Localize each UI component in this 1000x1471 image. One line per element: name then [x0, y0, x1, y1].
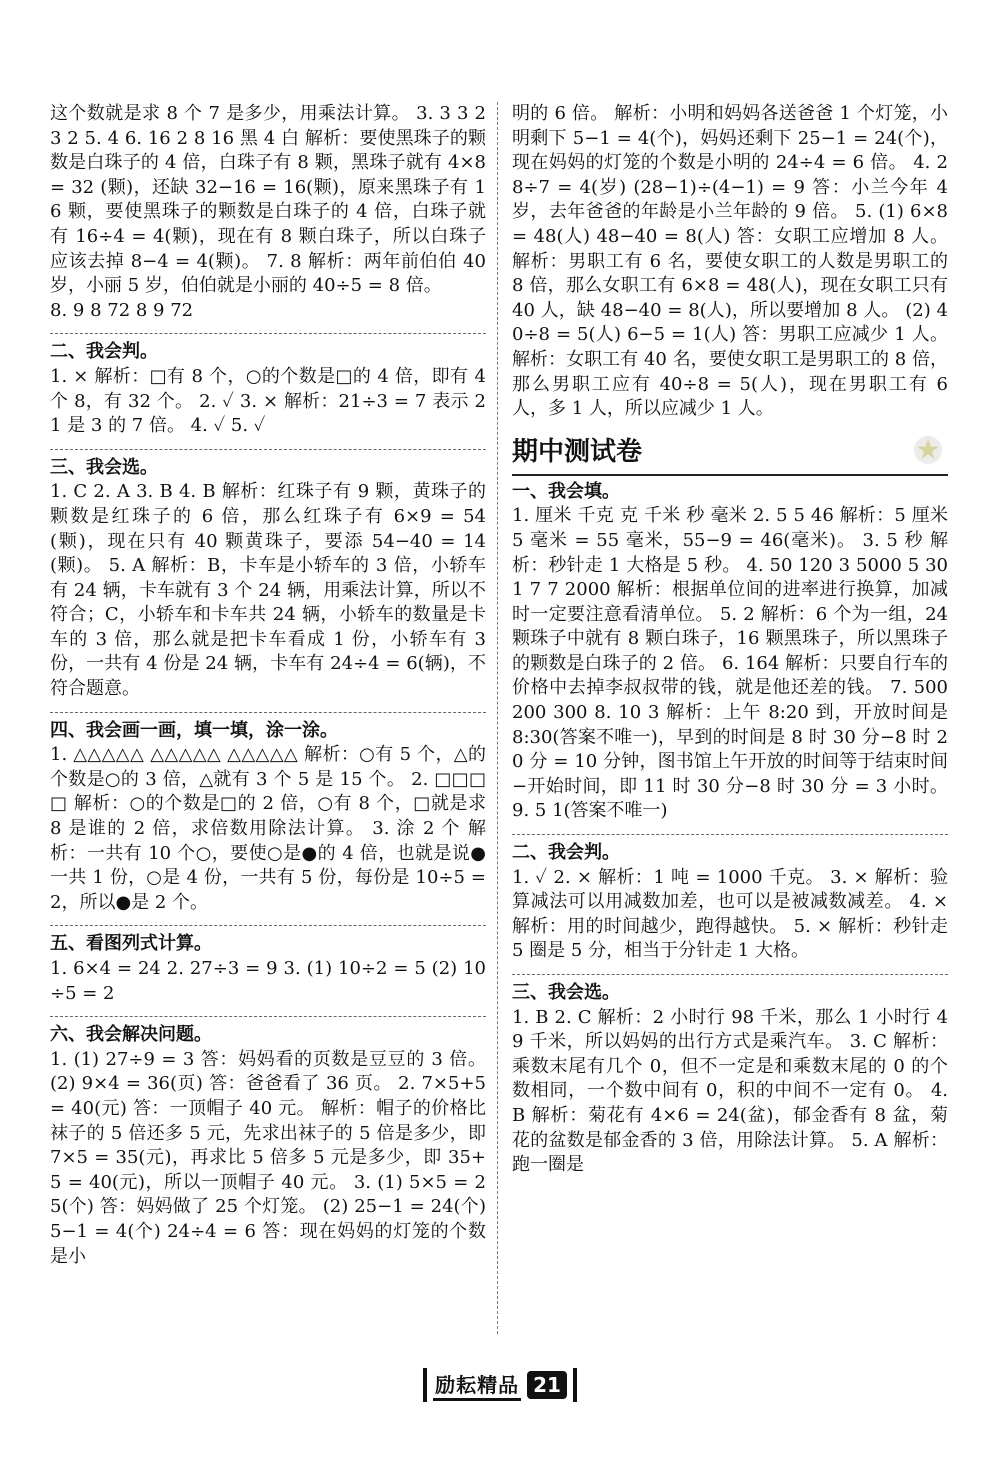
section-divider	[512, 834, 948, 835]
section-divider	[50, 712, 486, 713]
answer-paragraph: 1. C 2. A 3. B 4. B 解析：红珠子有 9 颗，黄珠子的颗数是红珠子的 6 倍，那么红珠子有 6×9 = 54(颗)，现在只有 40 颗黄珠子，要添 54−40 = 14(颗)。 5. A 解析：B，卡车是小轿车的 3 倍，小轿车有 24 辆，卡车就有 3 个 24 辆，用乘法计算，所以不符合；C，小轿车和卡车共 24 辆，小轿车的数量是卡车的 3 倍，那么就是把卡车看成 1 份，小轿车有 3 份，一共有 4 份是 24 辆，卡车有 24÷4 = 6(辆)，不符合题意。	[50, 481, 486, 700]
section-heading: 五、看图列式计算。	[50, 933, 212, 955]
section-heading: 六、我会解决问题。	[50, 1024, 212, 1046]
answer-paragraph: 1. 厘米 千克 克 千米 秒 毫米 2. 5 5 46 解析：5 厘米 5 毫米 = 55 毫米，55−9 = 46(毫米)。 3. 5 秒 解析：秒针走 1 大格是 5 秒。 4. 50 120 3 5000 5 30 1 7 7 2000 解析：根据单位间的进率进行换算，加减时一定要注意看清单位。 5. 2 解析：6 个为一组，24 颗珠子中就有 8 颗白珠子，16 颗黑珠子，所以黑珠子的颗数是白珠子的 2 倍。 6. 164 解析：只要自行车的价格中去掉李叔叔带的钱，就是他还差的钱。 7. 500 200 300 8. 10 3 解析：上午 8:20 到，开放时间是 8:30(答案不唯一)，早到的时间是 8 时 30 分−8 时 20 分 = 10 分钟，图书馆上午开放的时间等于结束时间−开始时间，即 11 时 30 分−8 时 30 分 = 3 小时。 9. 5 1(答案不唯一)	[512, 505, 948, 822]
section-divider	[50, 333, 486, 334]
exam-title	[512, 432, 948, 476]
answer-paragraph: 1. △△△△△ △△△△△ △△△△△ 解析：○有 5 个，△的个数是○的 3 倍，△就有 3 个 5 是 15 个。 2. □□□□ 解析：○的个数是□的 2 倍，○有 8 个，□就是求 8 是谁的 2 倍，求倍数用除法计算。 3. 涂 2 个 解析：一共有 10 个○，要使○是●的 4 倍，也就是说●一共 1 份，○是 4 份，一共有 5 份，每份是 10÷5 = 2，所以●是 2 个。	[50, 744, 486, 913]
section-divider	[50, 925, 486, 926]
section-divider	[512, 974, 948, 975]
answer-paragraph: 明的 6 倍。 解析：小明和妈妈各送爸爸 1 个灯笼，小明剩下 5−1 = 4(个)，妈妈还剩下 25−1 = 24(个)，现在妈妈的灯笼的个数是小明的 24÷4 = 6 倍。 4. 28÷7 = 4(岁) (28−1)÷(4−1) = 9 答：小兰今年 4 岁，去年爸爸的年龄是小兰年龄的 9 倍。 5. (1) 6×8 = 48(人) 48−40 = 8(人) 答：女职工应增加 8 人。 解析：男职工有 6 名，要使女职工的人数是男职工的 8 倍，那么女职工有 6×8 = 48(人)，现在女职工只有 40 人，缺 48−40 = 8(人)，所以要增加 8 人。 (2) 40÷8 = 5(人) 6−5 = 1(人) 答：男职工应减少 1 人。 解析：女职工有 40 名，要使女职工是男职工的 8 倍，那么男职工应有 40÷8 = 5(人)，现在男职工有 6 人，多 1 人，所以应减少 1 人。	[512, 103, 948, 420]
footer-bar-right	[573, 1368, 577, 1402]
answer-paragraph: 1. (1) 27÷9 = 3 答：妈妈看的页数是豆豆的 3 倍。 (2) 9×4 = 36(页) 答：爸爸看了 36 页。 2. 7×5+5 = 40(元) 答：一顶帽子 40 元。 解析：帽子的价格比袜子的 5 倍还多 5 元，先求出袜子的 5 倍是多少，即 7×5 = 35(元)，再求比 5 倍多 5 元是多少，即 35+5 = 40(元)，所以一顶帽子 40 元。 3. (1) 5×5 = 25(个) 答：妈妈做了 25 个灯笼。 (2) 25−1 = 24(个) 5−1 = 4(个) 24÷4 = 6 答：现在妈妈的灯笼的个数是小	[50, 1048, 486, 1267]
page-footer	[0, 1368, 1000, 1408]
section-divider	[50, 1016, 486, 1017]
right-column	[512, 102, 948, 1178]
answer-paragraph: 8. 9 8 72 8 9 72	[50, 299, 194, 321]
footer-bar-left	[423, 1368, 427, 1402]
answer-paragraph: 1. ✓ 2. × 解析：1 吨 = 1000 千克。 3. × 解析：验算减法可以用减数加差，也可以是被减数减差。 4. × 解析：用的时间越少，跑得越快。 5. × 解析：秒针走 5 圈是 5 分，相当于分针走 1 大格。	[512, 866, 948, 962]
section-heading: 一、我会填。	[512, 480, 620, 502]
section-heading: 三、我会选。	[50, 456, 158, 478]
section-heading: 二、我会判。	[50, 341, 158, 363]
left-column	[50, 102, 486, 1269]
page-number: 21	[527, 1371, 567, 1399]
section-heading: 二、我会判。	[512, 842, 620, 864]
section-divider	[50, 449, 486, 450]
star-icon: ★	[915, 432, 941, 466]
section-heading: 四、我会画一画，填一填，涂一涂。	[50, 719, 338, 741]
footer-brand-block	[423, 1368, 577, 1402]
answer-paragraph: 1. 6×4 = 24 2. 27÷3 = 9 3. (1) 10÷2 = 5 (2) 10÷5 = 2	[50, 958, 486, 1004]
section-heading: 三、我会选。	[512, 982, 620, 1003]
exam-title-text: 期中测试卷	[512, 436, 643, 467]
answer-paragraph: 1. × 解析：□有 8 个，○的个数是□的 4 倍，即有 4 个 8，有 32 个。 2. ✓ 3. × 解析：21÷3 = 7 表示 21 是 3 的 7 倍。 4. ✓ 5. ✓	[50, 365, 486, 437]
brand-name: 励耘精品	[433, 1369, 521, 1401]
answer-paragraph: 这个数就是求 8 个 7 是多少，用乘法计算。 3. 3 3 2 3 2 5. 4 6. 16 2 8 16 黑 4 白 解析：要使黑珠子的颗数是白珠子的 4 倍，白珠子有 8 颗，黑珠子就有 4×8 = 32 (颗)，还缺 32−16 = 16(颗)，原来黑珠子有 16 颗，要使黑珠子的颗数是白珠子的 4 倍，白珠子就有 16÷4 = 4(颗)，现在有 8 颗白珠子，所以白珠子应该去掉 8−4 = 4(颗)。 7. 8 解析：两年前伯伯 40 岁，小丽 5 岁，伯伯就是小丽的 40÷5 = 8 倍。	[50, 103, 486, 297]
column-divider	[497, 102, 498, 1334]
answer-paragraph: 1. B 2. C 解析：2 小时行 98 千米，那么 1 小时行 49 千米，所以妈妈的出行方式是乘汽车。 3. C 解析：乘数末尾有几个 0，但不一定是和乘数末尾的 0 的个数相同，一个数中间有 0，积的中间不一定有 0。 4. B 解析：菊花有 4×6 = 24(盆)，郁金香有 8 盆，菊花的盆数是郁金香的 3 倍，用除法计算。 5. A 解析：跑一圈是	[512, 1006, 948, 1176]
